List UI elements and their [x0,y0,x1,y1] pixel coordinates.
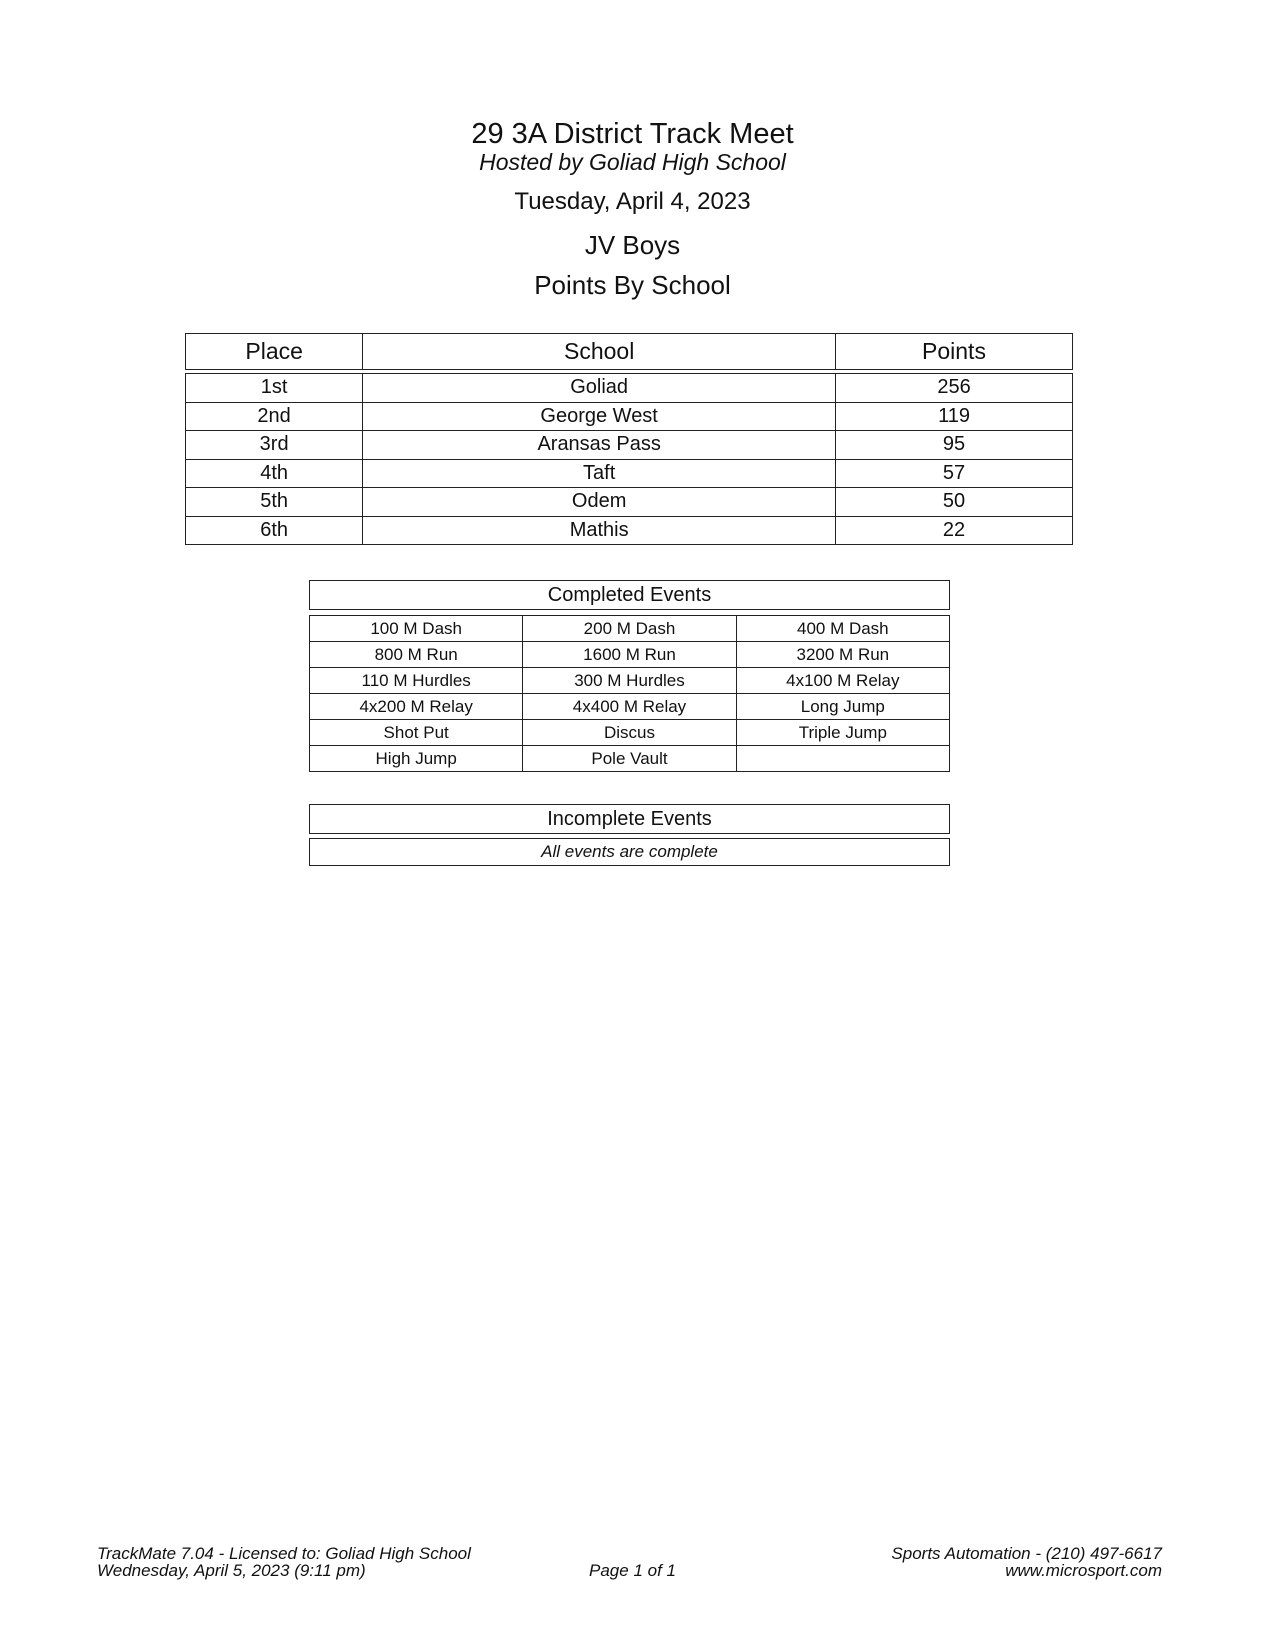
place-cell: 2nd [186,402,363,431]
points-cell: 95 [836,431,1073,460]
event-cell: 110 M Hurdles [310,668,523,694]
school-cell: Goliad [363,374,836,403]
points-cell: 119 [836,402,1073,431]
table-row [186,431,1073,460]
table-row [310,746,950,772]
points-cell: 22 [836,516,1073,545]
school-cell: Taft [363,459,836,488]
report-title: Points By School [534,270,731,300]
table-row [310,720,950,746]
place-cell: 4th [186,459,363,488]
points-cell: 57 [836,459,1073,488]
column-header-place: Place [186,334,363,370]
column-header-school: School [363,334,836,370]
footer-page-number: Page 1 of 1 [589,1561,676,1580]
completed-events-table [309,615,950,772]
table-row [186,459,1073,488]
points-cell: 50 [836,488,1073,517]
table-row [310,694,950,720]
meet-date: Tuesday, April 4, 2023 [514,188,751,215]
event-cell: 1600 M Run [523,642,736,668]
completed-events-title: Completed Events [309,580,950,610]
table-row [186,488,1073,517]
table-row [310,668,950,694]
incomplete-events-message: All events are complete [309,838,950,866]
footer-print-date: Wednesday, April 5, 2023 (9:11 pm) [97,1561,366,1580]
event-cell: 400 M Dash [736,616,949,642]
incomplete-events-title: Incomplete Events [309,804,950,834]
table-row [310,642,950,668]
place-cell: 1st [186,374,363,403]
column-header-points: Points [835,334,1072,370]
table-row [186,516,1073,545]
points-table [185,373,1073,545]
event-cell: 3200 M Run [736,642,949,668]
place-cell: 3rd [186,431,363,460]
event-cell: Pole Vault [523,746,736,772]
footer-vendor [891,1545,1162,1579]
meet-host: Hosted by Goliad High School [479,149,786,175]
event-cell: Discus [523,720,736,746]
event-cell: 4x100 M Relay [736,668,949,694]
event-cell [736,746,949,772]
footer-vendor-phone: Sports Automation - (210) 497-6617 [891,1544,1162,1563]
meet-title: 29 3A District Track Meet [471,118,794,150]
event-cell: 300 M Hurdles [523,668,736,694]
event-cell: 800 M Run [310,642,523,668]
school-cell: George West [363,402,836,431]
school-cell: Mathis [363,516,836,545]
event-cell: 200 M Dash [523,616,736,642]
event-cell: 100 M Dash [310,616,523,642]
school-cell: Aransas Pass [363,431,836,460]
event-cell: 4x400 M Relay [523,694,736,720]
footer-vendor-website: www.microsport.com [1005,1561,1162,1580]
report-header [0,118,1265,300]
points-cell: 256 [836,374,1073,403]
points-table-header [185,333,1073,370]
event-cell: High Jump [310,746,523,772]
table-row [186,374,1073,403]
event-cell: Long Jump [736,694,949,720]
footer-license-line: TrackMate 7.04 - Licensed to: Goliad High School [97,1544,471,1563]
place-cell: 5th [186,488,363,517]
event-cell: 4x200 M Relay [310,694,523,720]
event-cell: Triple Jump [736,720,949,746]
place-cell: 6th [186,516,363,545]
event-cell: Shot Put [310,720,523,746]
table-row [186,402,1073,431]
table-row [310,616,950,642]
school-cell: Odem [363,488,836,517]
division-title: JV Boys [584,230,681,260]
